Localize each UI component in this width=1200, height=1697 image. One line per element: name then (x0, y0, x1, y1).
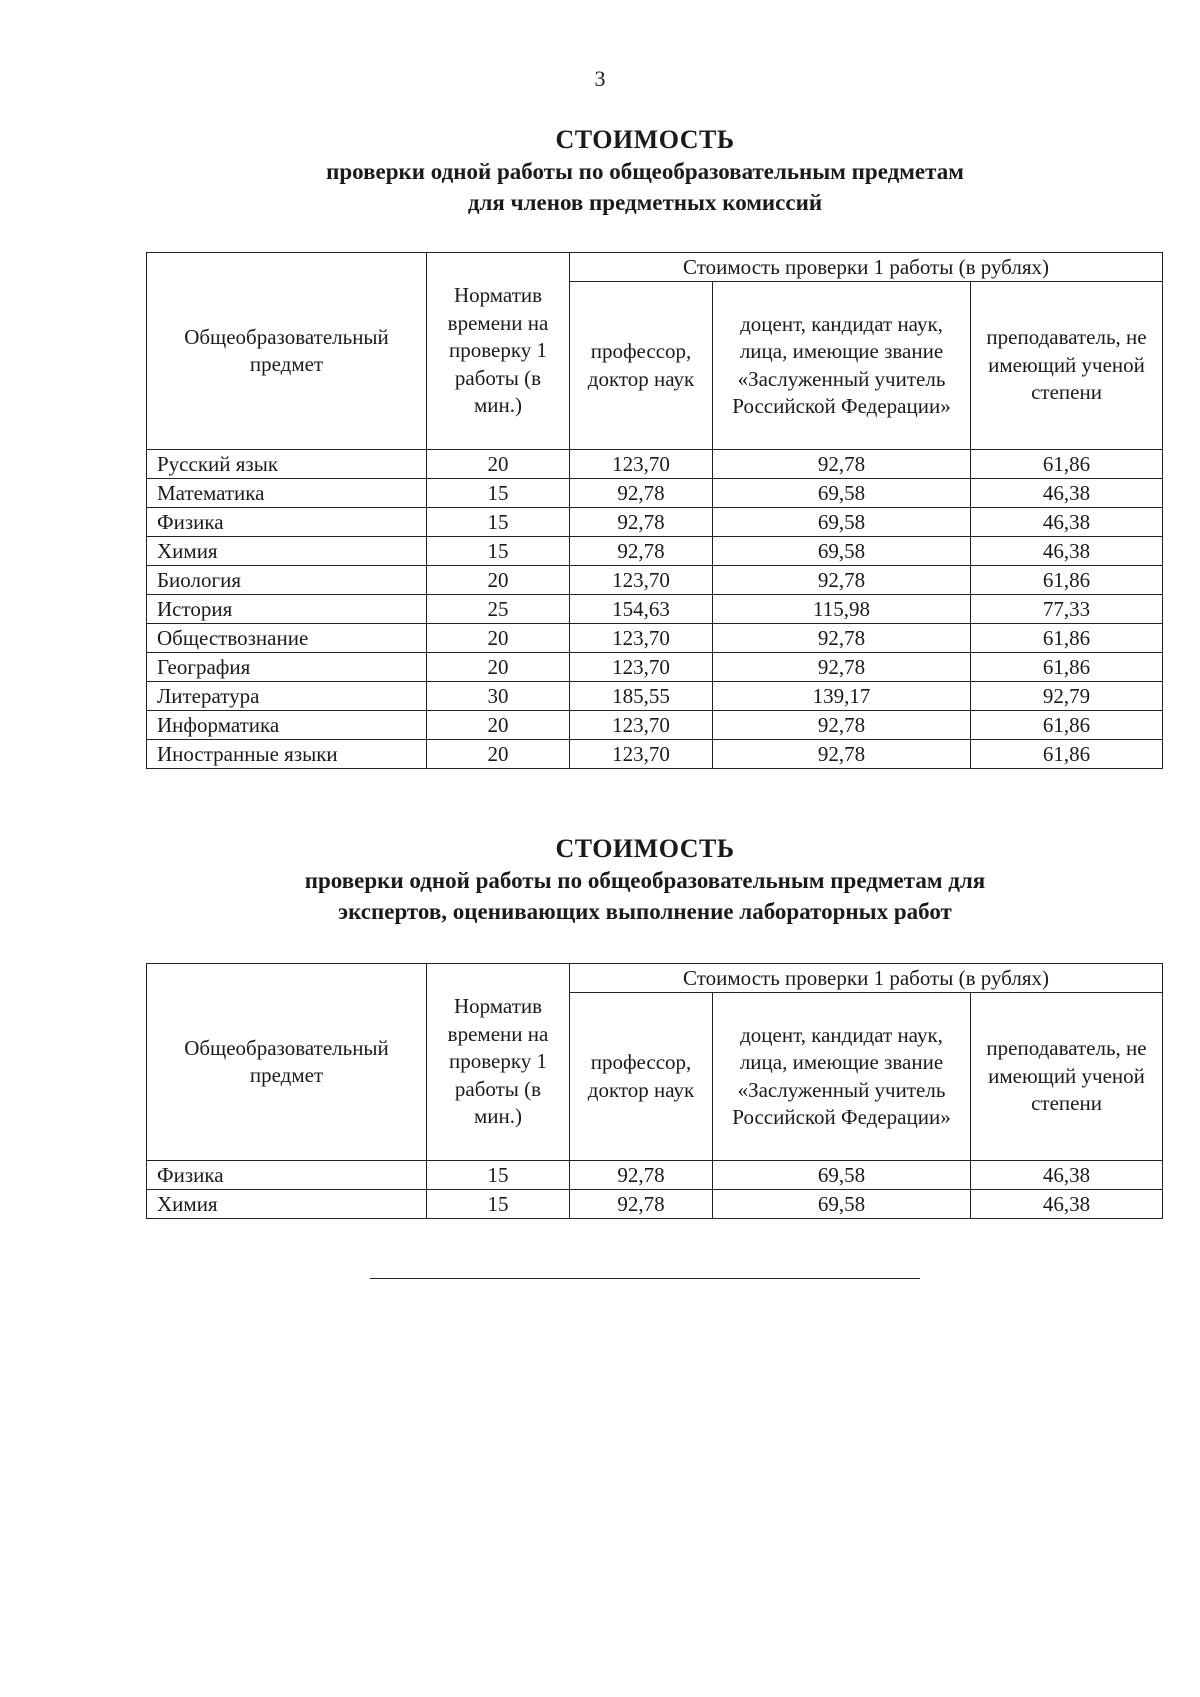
cell-cost-professor: 185,55 (570, 682, 713, 711)
section-2-title: СТОИМОСТЬ (555, 834, 735, 863)
table-row (147, 537, 1163, 566)
cell-cost-docent: 92,78 (713, 711, 971, 740)
table-row (147, 479, 1163, 508)
cost-table-lab-experts (146, 963, 1163, 1219)
cell-cost-docent: 69,58 (713, 479, 971, 508)
cell-subject: Химия (147, 1190, 427, 1219)
cell-time-norm: 20 (427, 740, 570, 769)
header-teacher: преподаватель, не имеющий ученой степени (971, 993, 1163, 1161)
table-row (147, 1161, 1163, 1190)
cell-cost-docent: 115,98 (713, 595, 971, 624)
header-time-norm: Норматив времени на проверку 1 работы (в мин.) (427, 964, 570, 1161)
cell-cost-teacher: 61,86 (971, 740, 1163, 769)
section-2-heading (0, 833, 1200, 927)
cell-cost-docent: 69,58 (713, 1190, 971, 1219)
cell-cost-professor: 123,70 (570, 653, 713, 682)
header-subject: Общеобразовательный предмет (147, 253, 427, 450)
cell-time-norm: 20 (427, 450, 570, 479)
cell-cost-professor: 92,78 (570, 1190, 713, 1219)
header-docent: доцент, кандидат наук, лица, имеющие звание «Заслуженный учитель Российской Федерации» (713, 282, 971, 450)
cell-cost-professor: 92,78 (570, 1161, 713, 1190)
cell-cost-teacher: 61,86 (971, 566, 1163, 595)
cell-cost-teacher: 61,86 (971, 711, 1163, 740)
section-1-heading (0, 124, 1200, 218)
cell-time-norm: 20 (427, 711, 570, 740)
cell-cost-teacher: 61,86 (971, 450, 1163, 479)
cell-time-norm: 20 (427, 566, 570, 595)
section-2-subtitle-line-1: проверки одной работы по общеобразовательным предметам для (304, 868, 986, 893)
cell-cost-teacher: 46,38 (971, 1161, 1163, 1190)
section-1-title: СТОИМОСТЬ (555, 125, 735, 154)
header-docent: доцент, кандидат наук, лица, имеющие звание «Заслуженный учитель Российской Федерации» (713, 993, 971, 1161)
cell-cost-teacher: 46,38 (971, 508, 1163, 537)
cell-time-norm: 15 (427, 508, 570, 537)
cell-cost-teacher: 46,38 (971, 479, 1163, 508)
cell-subject: Литература (147, 682, 427, 711)
cell-cost-docent: 69,58 (713, 1161, 971, 1190)
table-row (147, 595, 1163, 624)
header-teacher: преподаватель, не имеющий ученой степени (971, 282, 1163, 450)
section-2-subtitle-line-2: экспертов, оценивающих выполнение лабораторных работ (338, 899, 952, 924)
cell-subject: География (147, 653, 427, 682)
table-row (147, 508, 1163, 537)
cell-subject: Математика (147, 479, 427, 508)
section-1-subtitle-line-2: для членов предметных комиссий (467, 190, 823, 215)
cell-subject: Физика (147, 508, 427, 537)
cell-cost-teacher: 46,38 (971, 1190, 1163, 1219)
table-2-body (147, 1161, 1163, 1219)
cell-cost-professor: 123,70 (570, 711, 713, 740)
cell-cost-professor: 123,70 (570, 566, 713, 595)
table-row (147, 711, 1163, 740)
cell-cost-professor: 92,78 (570, 537, 713, 566)
table-row (147, 566, 1163, 595)
header-cost-group: Стоимость проверки 1 работы (в рублях) (570, 253, 1163, 282)
cell-subject: Физика (147, 1161, 427, 1190)
cell-cost-professor: 92,78 (570, 479, 713, 508)
cell-time-norm: 25 (427, 595, 570, 624)
table-1-body (147, 450, 1163, 769)
cell-cost-teacher: 61,86 (971, 653, 1163, 682)
table-row (147, 653, 1163, 682)
section-1-subtitle-line-1: проверки одной работы по общеобразовательным предметам (326, 159, 964, 184)
cell-subject: Обществознание (147, 624, 427, 653)
cell-cost-professor: 123,70 (570, 624, 713, 653)
cell-time-norm: 15 (427, 537, 570, 566)
table-row (147, 682, 1163, 711)
cell-cost-teacher: 61,86 (971, 624, 1163, 653)
cell-subject: Иностранные языки (147, 740, 427, 769)
table-row (147, 1190, 1163, 1219)
cell-cost-professor: 123,70 (570, 740, 713, 769)
end-divider (370, 1278, 920, 1279)
table-row (147, 450, 1163, 479)
cell-cost-teacher: 46,38 (971, 537, 1163, 566)
cell-cost-docent: 92,78 (713, 740, 971, 769)
cell-cost-professor: 123,70 (570, 450, 713, 479)
table-row (147, 624, 1163, 653)
cell-cost-docent: 92,78 (713, 624, 971, 653)
header-professor: профессор, доктор наук (570, 993, 713, 1161)
cell-cost-docent: 92,78 (713, 653, 971, 682)
cell-subject: Биология (147, 566, 427, 595)
header-professor: профессор, доктор наук (570, 282, 713, 450)
header-cost-group: Стоимость проверки 1 работы (в рублях) (570, 964, 1163, 993)
cell-cost-docent: 92,78 (713, 566, 971, 595)
cell-cost-docent: 69,58 (713, 537, 971, 566)
cell-cost-teacher: 77,33 (971, 595, 1163, 624)
cell-cost-professor: 154,63 (570, 595, 713, 624)
cell-time-norm: 15 (427, 479, 570, 508)
cell-cost-docent: 92,78 (713, 450, 971, 479)
cell-subject: История (147, 595, 427, 624)
cell-subject: Русский язык (147, 450, 427, 479)
header-subject: Общеобразовательный предмет (147, 964, 427, 1161)
cell-cost-docent: 69,58 (713, 508, 971, 537)
cell-time-norm: 20 (427, 653, 570, 682)
cell-time-norm: 15 (427, 1161, 570, 1190)
page-number: 3 (594, 66, 606, 91)
cell-time-norm: 30 (427, 682, 570, 711)
cell-cost-docent: 139,17 (713, 682, 971, 711)
cell-time-norm: 15 (427, 1190, 570, 1219)
header-time-norm: Норматив времени на проверку 1 работы (в мин.) (427, 253, 570, 450)
cell-subject: Химия (147, 537, 427, 566)
table-row (147, 740, 1163, 769)
cell-cost-professor: 92,78 (570, 508, 713, 537)
cell-time-norm: 20 (427, 624, 570, 653)
cell-subject: Информатика (147, 711, 427, 740)
cost-table-commissions (146, 252, 1163, 769)
cell-cost-teacher: 92,79 (971, 682, 1163, 711)
